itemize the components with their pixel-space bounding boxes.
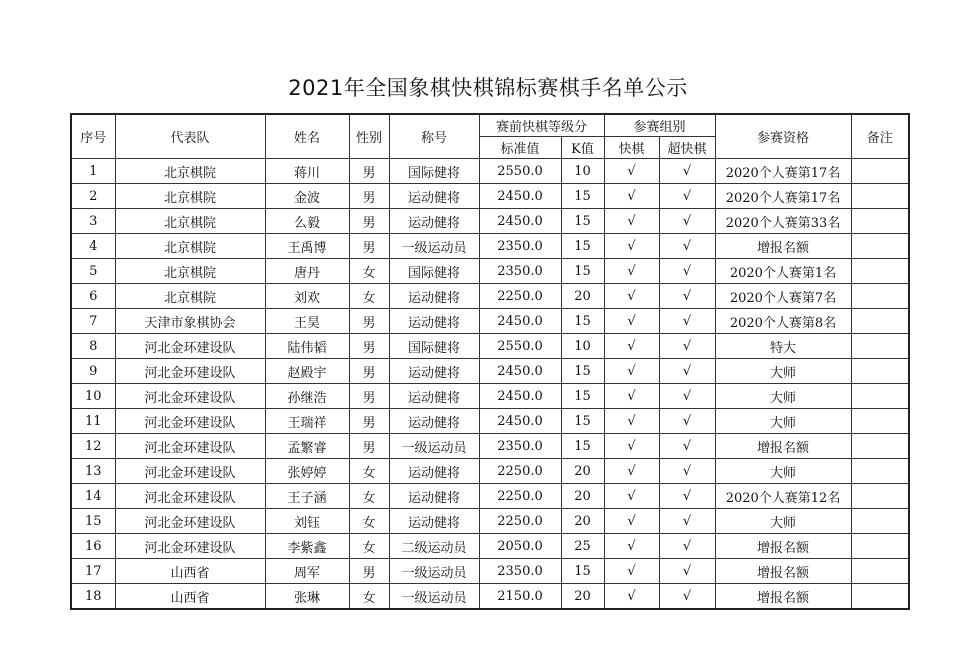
cell-team: 北京棋院: [115, 284, 265, 309]
cell-seq: 1: [71, 159, 115, 184]
cell-gender: 男: [349, 434, 389, 459]
cell-gender: 男: [349, 359, 389, 384]
cell-rapid-check: √: [604, 559, 659, 584]
header-team: 代表队: [115, 114, 265, 159]
cell-rapid-check: √: [604, 209, 659, 234]
cell-rank-title: 运动健将: [389, 309, 479, 334]
cell-rank-title: 运动健将: [389, 284, 479, 309]
cell-name: 张婷婷: [265, 459, 349, 484]
cell-team: 河北金环建设队: [115, 534, 265, 559]
cell-seq: 14: [71, 484, 115, 509]
cell-qualification: 增报名额: [715, 234, 851, 259]
cell-rank-title: 国际健将: [389, 334, 479, 359]
cell-name: 唐丹: [265, 259, 349, 284]
cell-team: 河北金环建设队: [115, 384, 265, 409]
cell-standard: 2250.0: [479, 284, 561, 309]
header-rating-group: 赛前快棋等级分: [479, 114, 604, 137]
table-row: [71, 334, 909, 359]
cell-remarks: [851, 334, 909, 359]
cell-name: 么毅: [265, 209, 349, 234]
cell-team: 北京棋院: [115, 159, 265, 184]
cell-rapid-check: √: [604, 459, 659, 484]
cell-super-rapid-check: √: [659, 209, 715, 234]
cell-k: 15: [561, 259, 604, 284]
header-qualification: 参赛资格: [715, 114, 851, 159]
cell-qualification: 2020个人赛第17名: [715, 184, 851, 209]
cell-standard: 2450.0: [479, 409, 561, 434]
cell-k: 20: [561, 459, 604, 484]
cell-name: 赵殿宇: [265, 359, 349, 384]
cell-seq: 5: [71, 259, 115, 284]
cell-team: 北京棋院: [115, 234, 265, 259]
cell-gender: 男: [349, 209, 389, 234]
cell-rapid-check: √: [604, 184, 659, 209]
cell-rank-title: 一级运动员: [389, 234, 479, 259]
cell-rank-title: 运动健将: [389, 409, 479, 434]
cell-gender: 男: [349, 334, 389, 359]
cell-seq: 16: [71, 534, 115, 559]
cell-qualification: 增报名额: [715, 559, 851, 584]
cell-seq: 9: [71, 359, 115, 384]
cell-name: 王瑞祥: [265, 409, 349, 434]
cell-standard: 2550.0: [479, 334, 561, 359]
cell-k: 15: [561, 434, 604, 459]
cell-name: 陆伟韬: [265, 334, 349, 359]
table-row: [71, 584, 909, 610]
cell-qualification: 增报名额: [715, 534, 851, 559]
header-k: K值: [561, 137, 604, 159]
cell-rank-title: 国际健将: [389, 159, 479, 184]
page-title: 2021年全国象棋快棋锦标赛棋手名单公示: [288, 76, 688, 100]
cell-name: 李紫鑫: [265, 534, 349, 559]
cell-name: 王禹博: [265, 234, 349, 259]
table-row: [71, 209, 909, 234]
cell-rank-title: 运动健将: [389, 209, 479, 234]
cell-name: 张琳: [265, 584, 349, 610]
cell-rapid-check: √: [604, 434, 659, 459]
cell-gender: 男: [349, 309, 389, 334]
cell-super-rapid-check: √: [659, 334, 715, 359]
header-row-1: [71, 114, 909, 137]
cell-qualification: 大师: [715, 384, 851, 409]
cell-qualification: 2020个人赛第17名: [715, 159, 851, 184]
cell-team: 山西省: [115, 584, 265, 610]
cell-qualification: 大师: [715, 459, 851, 484]
table-row: [71, 559, 909, 584]
cell-super-rapid-check: √: [659, 534, 715, 559]
table-row: [71, 309, 909, 334]
cell-standard: 2450.0: [479, 309, 561, 334]
cell-rapid-check: √: [604, 584, 659, 610]
header-rank-title: 称号: [389, 114, 479, 159]
cell-rapid-check: √: [604, 159, 659, 184]
cell-qualification: 2020个人赛第8名: [715, 309, 851, 334]
cell-seq: 4: [71, 234, 115, 259]
cell-rapid-check: √: [604, 259, 659, 284]
cell-gender: 女: [349, 459, 389, 484]
cell-k: 25: [561, 534, 604, 559]
table-row: [71, 159, 909, 184]
cell-gender: 女: [349, 259, 389, 284]
cell-qualification: 特大: [715, 334, 851, 359]
table-row: [71, 484, 909, 509]
cell-qualification: 大师: [715, 509, 851, 534]
cell-team: 河北金环建设队: [115, 509, 265, 534]
cell-rapid-check: √: [604, 534, 659, 559]
cell-gender: 女: [349, 484, 389, 509]
header-rapid: 快棋: [604, 137, 659, 159]
cell-k: 15: [561, 234, 604, 259]
cell-rapid-check: √: [604, 334, 659, 359]
cell-remarks: [851, 234, 909, 259]
cell-super-rapid-check: √: [659, 509, 715, 534]
cell-standard: 2450.0: [479, 184, 561, 209]
cell-remarks: [851, 259, 909, 284]
cell-k: 15: [561, 384, 604, 409]
cell-team: 北京棋院: [115, 184, 265, 209]
cell-super-rapid-check: √: [659, 559, 715, 584]
cell-seq: 15: [71, 509, 115, 534]
cell-team: 北京棋院: [115, 209, 265, 234]
cell-super-rapid-check: √: [659, 409, 715, 434]
cell-remarks: [851, 534, 909, 559]
cell-rapid-check: √: [604, 359, 659, 384]
table-row: [71, 509, 909, 534]
cell-gender: 女: [349, 509, 389, 534]
cell-remarks: [851, 484, 909, 509]
table-row: [71, 359, 909, 384]
cell-gender: 女: [349, 284, 389, 309]
cell-super-rapid-check: √: [659, 584, 715, 610]
table-row: [71, 259, 909, 284]
cell-remarks: [851, 434, 909, 459]
cell-super-rapid-check: √: [659, 359, 715, 384]
cell-standard: 2250.0: [479, 459, 561, 484]
cell-remarks: [851, 284, 909, 309]
cell-name: 蒋川: [265, 159, 349, 184]
cell-k: 20: [561, 484, 604, 509]
cell-remarks: [851, 184, 909, 209]
cell-k: 15: [561, 209, 604, 234]
cell-rank-title: 运动健将: [389, 509, 479, 534]
cell-seq: 12: [71, 434, 115, 459]
cell-qualification: 增报名额: [715, 584, 851, 610]
cell-rapid-check: √: [604, 484, 659, 509]
cell-remarks: [851, 384, 909, 409]
cell-super-rapid-check: √: [659, 259, 715, 284]
cell-seq: 6: [71, 284, 115, 309]
cell-team: 河北金环建设队: [115, 409, 265, 434]
cell-qualification: 增报名额: [715, 434, 851, 459]
cell-standard: 2550.0: [479, 159, 561, 184]
cell-super-rapid-check: √: [659, 484, 715, 509]
cell-k: 15: [561, 359, 604, 384]
cell-standard: 2050.0: [479, 534, 561, 559]
cell-gender: 女: [349, 584, 389, 610]
cell-gender: 男: [349, 234, 389, 259]
cell-rank-title: 运动健将: [389, 484, 479, 509]
header-remarks: 备注: [851, 114, 909, 159]
cell-team: 山西省: [115, 559, 265, 584]
cell-rank-title: 国际健将: [389, 259, 479, 284]
cell-standard: 2350.0: [479, 234, 561, 259]
cell-seq: 11: [71, 409, 115, 434]
cell-rapid-check: √: [604, 284, 659, 309]
cell-team: 河北金环建设队: [115, 459, 265, 484]
header-standard: 标准值: [479, 137, 561, 159]
cell-gender: 男: [349, 159, 389, 184]
cell-name: 刘钰: [265, 509, 349, 534]
player-roster-table: [70, 113, 910, 610]
cell-standard: 2350.0: [479, 434, 561, 459]
header-gender: 性别: [349, 114, 389, 159]
cell-seq: 13: [71, 459, 115, 484]
cell-standard: 2350.0: [479, 559, 561, 584]
cell-k: 10: [561, 159, 604, 184]
cell-remarks: [851, 459, 909, 484]
cell-name: 刘欢: [265, 284, 349, 309]
cell-gender: 女: [349, 534, 389, 559]
cell-remarks: [851, 409, 909, 434]
cell-standard: 2150.0: [479, 584, 561, 610]
cell-super-rapid-check: √: [659, 459, 715, 484]
cell-rapid-check: √: [604, 384, 659, 409]
cell-rapid-check: √: [604, 309, 659, 334]
cell-super-rapid-check: √: [659, 309, 715, 334]
table-row: [71, 384, 909, 409]
cell-gender: 男: [349, 409, 389, 434]
cell-qualification: 大师: [715, 409, 851, 434]
cell-standard: 2450.0: [479, 359, 561, 384]
roster-body: [71, 159, 909, 610]
cell-rank-title: 一级运动员: [389, 559, 479, 584]
cell-rank-title: 一级运动员: [389, 434, 479, 459]
cell-seq: 7: [71, 309, 115, 334]
cell-name: 孙继浩: [265, 384, 349, 409]
cell-remarks: [851, 159, 909, 184]
cell-team: 河北金环建设队: [115, 434, 265, 459]
cell-team: 北京棋院: [115, 259, 265, 284]
cell-remarks: [851, 559, 909, 584]
cell-remarks: [851, 509, 909, 534]
cell-k: 15: [561, 309, 604, 334]
cell-gender: 男: [349, 184, 389, 209]
table-row: [71, 184, 909, 209]
cell-qualification: 2020个人赛第1名: [715, 259, 851, 284]
cell-standard: 2350.0: [479, 259, 561, 284]
cell-name: 金波: [265, 184, 349, 209]
cell-k: 20: [561, 584, 604, 610]
cell-team: 河北金环建设队: [115, 334, 265, 359]
cell-seq: 3: [71, 209, 115, 234]
cell-rapid-check: √: [604, 509, 659, 534]
cell-rank-title: 运动健将: [389, 384, 479, 409]
cell-remarks: [851, 584, 909, 610]
cell-k: 15: [561, 184, 604, 209]
cell-seq: 17: [71, 559, 115, 584]
cell-team: 天津市象棋协会: [115, 309, 265, 334]
cell-seq: 2: [71, 184, 115, 209]
table-row: [71, 434, 909, 459]
cell-k: 20: [561, 284, 604, 309]
table-row: [71, 409, 909, 434]
cell-super-rapid-check: √: [659, 284, 715, 309]
cell-team: 河北金环建设队: [115, 359, 265, 384]
cell-super-rapid-check: √: [659, 159, 715, 184]
cell-team: 河北金环建设队: [115, 484, 265, 509]
cell-remarks: [851, 209, 909, 234]
cell-remarks: [851, 309, 909, 334]
cell-qualification: 2020个人赛第12名: [715, 484, 851, 509]
header-seq: 序号: [71, 114, 115, 159]
cell-rapid-check: √: [604, 234, 659, 259]
cell-super-rapid-check: √: [659, 434, 715, 459]
cell-qualification: 2020个人赛第33名: [715, 209, 851, 234]
cell-gender: 男: [349, 559, 389, 584]
table-row: [71, 284, 909, 309]
cell-standard: 2250.0: [479, 509, 561, 534]
header-super-rapid: 超快棋: [659, 137, 715, 159]
cell-super-rapid-check: √: [659, 384, 715, 409]
cell-rank-title: 运动健将: [389, 459, 479, 484]
cell-rank-title: 一级运动员: [389, 584, 479, 610]
cell-remarks: [851, 359, 909, 384]
cell-seq: 18: [71, 584, 115, 610]
cell-name: 周军: [265, 559, 349, 584]
cell-standard: 2250.0: [479, 484, 561, 509]
table-row: [71, 459, 909, 484]
cell-seq: 10: [71, 384, 115, 409]
table-row: [71, 234, 909, 259]
cell-seq: 8: [71, 334, 115, 359]
cell-rapid-check: √: [604, 409, 659, 434]
cell-k: 15: [561, 559, 604, 584]
cell-standard: 2450.0: [479, 209, 561, 234]
cell-super-rapid-check: √: [659, 184, 715, 209]
cell-k: 15: [561, 409, 604, 434]
cell-super-rapid-check: √: [659, 234, 715, 259]
table-row: [71, 534, 909, 559]
cell-rank-title: 二级运动员: [389, 534, 479, 559]
cell-standard: 2450.0: [479, 384, 561, 409]
cell-name: 王昊: [265, 309, 349, 334]
header-events-group: 参赛组别: [604, 114, 715, 137]
cell-qualification: 2020个人赛第7名: [715, 284, 851, 309]
header-name: 姓名: [265, 114, 349, 159]
cell-rank-title: 运动健将: [389, 184, 479, 209]
cell-gender: 男: [349, 384, 389, 409]
cell-k: 20: [561, 509, 604, 534]
cell-k: 10: [561, 334, 604, 359]
cell-qualification: 大师: [715, 359, 851, 384]
cell-name: 王子涵: [265, 484, 349, 509]
cell-rank-title: 运动健将: [389, 359, 479, 384]
cell-name: 孟繁睿: [265, 434, 349, 459]
